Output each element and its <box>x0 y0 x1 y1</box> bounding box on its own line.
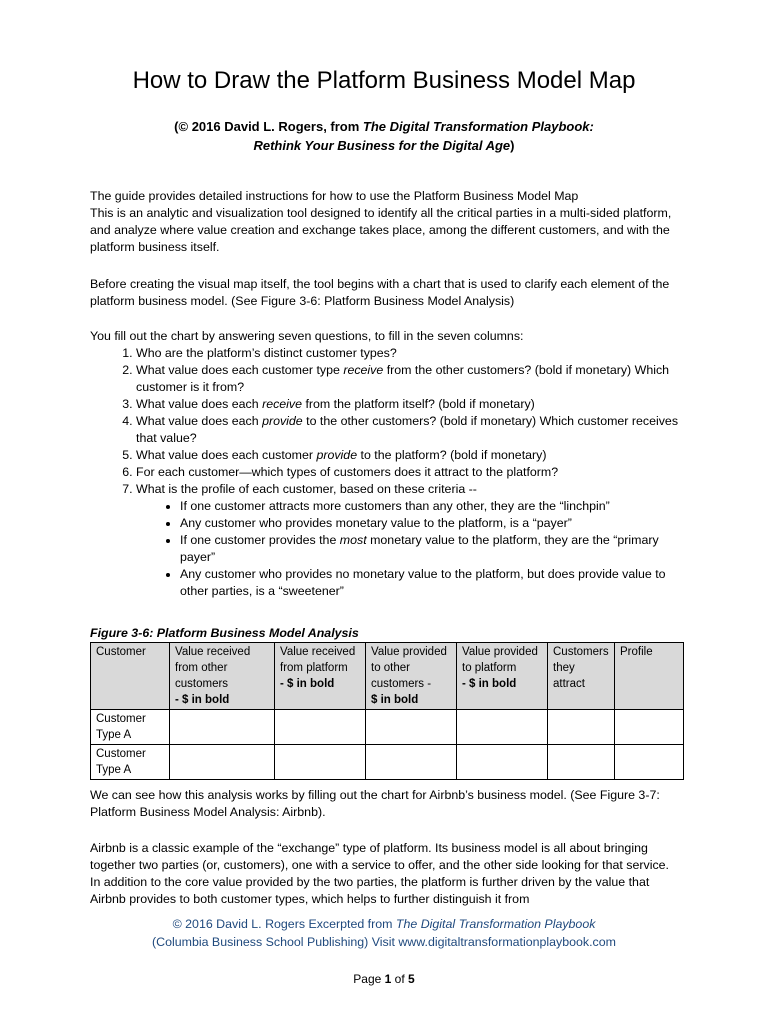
table-header-row <box>91 643 684 710</box>
list-item: • If one customer attracts more customers than any other, they are the “linchpin” <box>180 498 680 515</box>
col-profile: Profile <box>615 643 684 710</box>
airbnb-paragraph: Airbnb is a classic example of the “exchange” type of platform. Its business model is all about bringing together two parties (or, customers), one with a service to offer, and the other side looking for that service. In addition to the core value provided by the two parties, the platform is further driven by the value that Airbnb provides to both customer types, which helps to further distinguish it from <box>90 841 669 906</box>
list-item: 4. What value does each provide to the other customers? (bold if monetary) Which customer receives that value? <box>136 413 680 447</box>
page-title: How to Draw the Platform Business Model Map <box>132 67 636 94</box>
list-item: • Any customer who provides no monetary value to the platform, but does provide value to other parties, is a “sweetener” <box>180 566 680 600</box>
list-item: 2. What value does each customer type receive from the other customers? (bold if monetary) Which customer is it from? <box>136 362 680 396</box>
col-customer: Customer <box>91 643 170 710</box>
list-item: 7. What is the profile of each customer, based on these criteria -- • If one customer attracts more customers than any other, they are the “linchpin” • Any customer who provides monetary value to the platform, is a “payer” • If one customer provides the most monetary value to the platform, they are the “primary payer” • Any customer who provides no monetary value to the platform, but does provide value to other parties, is a “sweetener” <box>136 481 680 600</box>
questions-list <box>90 345 680 600</box>
criteria-bullets <box>136 498 680 600</box>
col-customers-attracted: Customers they attract <box>548 643 615 710</box>
list-item: 1. Who are the platform’s distinct customer types? <box>136 345 680 362</box>
row-label: Customer Type A <box>91 745 170 780</box>
page-footer: © 2016 David L. Rogers Excerpted from The Digital Transformation Playbook (Columbia Business School Publishing) Visit www.digitaltransformationplaybook.com <box>152 917 616 949</box>
list-item: • Any customer who provides monetary value to the platform, is a “payer” <box>180 515 680 532</box>
col-value-from-customers: Value received from other customers - $ in bold <box>170 643 275 710</box>
table-row <box>91 745 684 780</box>
list-item: 5. What value does each customer provide to the platform? (bold if monetary) <box>136 447 680 464</box>
col-value-from-platform: Value received from platform - $ in bold <box>275 643 366 710</box>
list-item: 3. What value does each receive from the platform itself? (bold if monetary) <box>136 396 680 413</box>
book-title: The Digital Transformation Playbook: <box>362 119 594 134</box>
questions-intro: You fill out the chart by answering seven questions, to fill in the seven columns: <box>90 329 524 343</box>
table-row <box>91 710 684 745</box>
chart-intro-paragraph: Before creating the visual map itself, the tool begins with a chart that is used to clarify each element of the platform business model. (See Figure 3-6: Platform Business Model Analysis) <box>90 277 670 308</box>
row-label: Customer Type A <box>91 710 170 745</box>
intro-paragraph: The guide provides detailed instructions for how to use the Platform Business Model Map This is an analytic and visualization tool designed to identify all the critical parties in a multi-sided platform, and analyze where value creation and exchange takes place, among the different customers, and with the platform business itself. <box>90 189 672 254</box>
airbnb-intro-paragraph: We can see how this analysis works by filling out the chart for Airbnb’s business model. (See Figure 3-7: Platform Business Model Analysis: Airbnb). <box>90 788 660 819</box>
analysis-table <box>90 642 684 780</box>
book-subtitle: Rethink Your Business for the Digital Age <box>253 138 511 153</box>
list-item: 6. For each customer—which types of customers does it attract to the platform? <box>136 464 680 481</box>
col-value-to-platform: Value provided to platform - $ in bold <box>457 643 548 710</box>
col-value-to-customers: Value provided to other customers - $ in bold <box>366 643 457 710</box>
page-indicator: Page 1 of 5 <box>353 972 415 986</box>
list-item: • If one customer provides the most monetary value to the platform, they are the “primary payer” <box>180 532 680 566</box>
figure-caption: Figure 3-6: Platform Business Model Analysis <box>90 626 359 640</box>
questions-section <box>90 328 680 600</box>
subtitle: (© 2016 David L. Rogers, from The Digital Transformation Playbook: Rethink Your Business for the Digital Age) <box>174 119 594 153</box>
